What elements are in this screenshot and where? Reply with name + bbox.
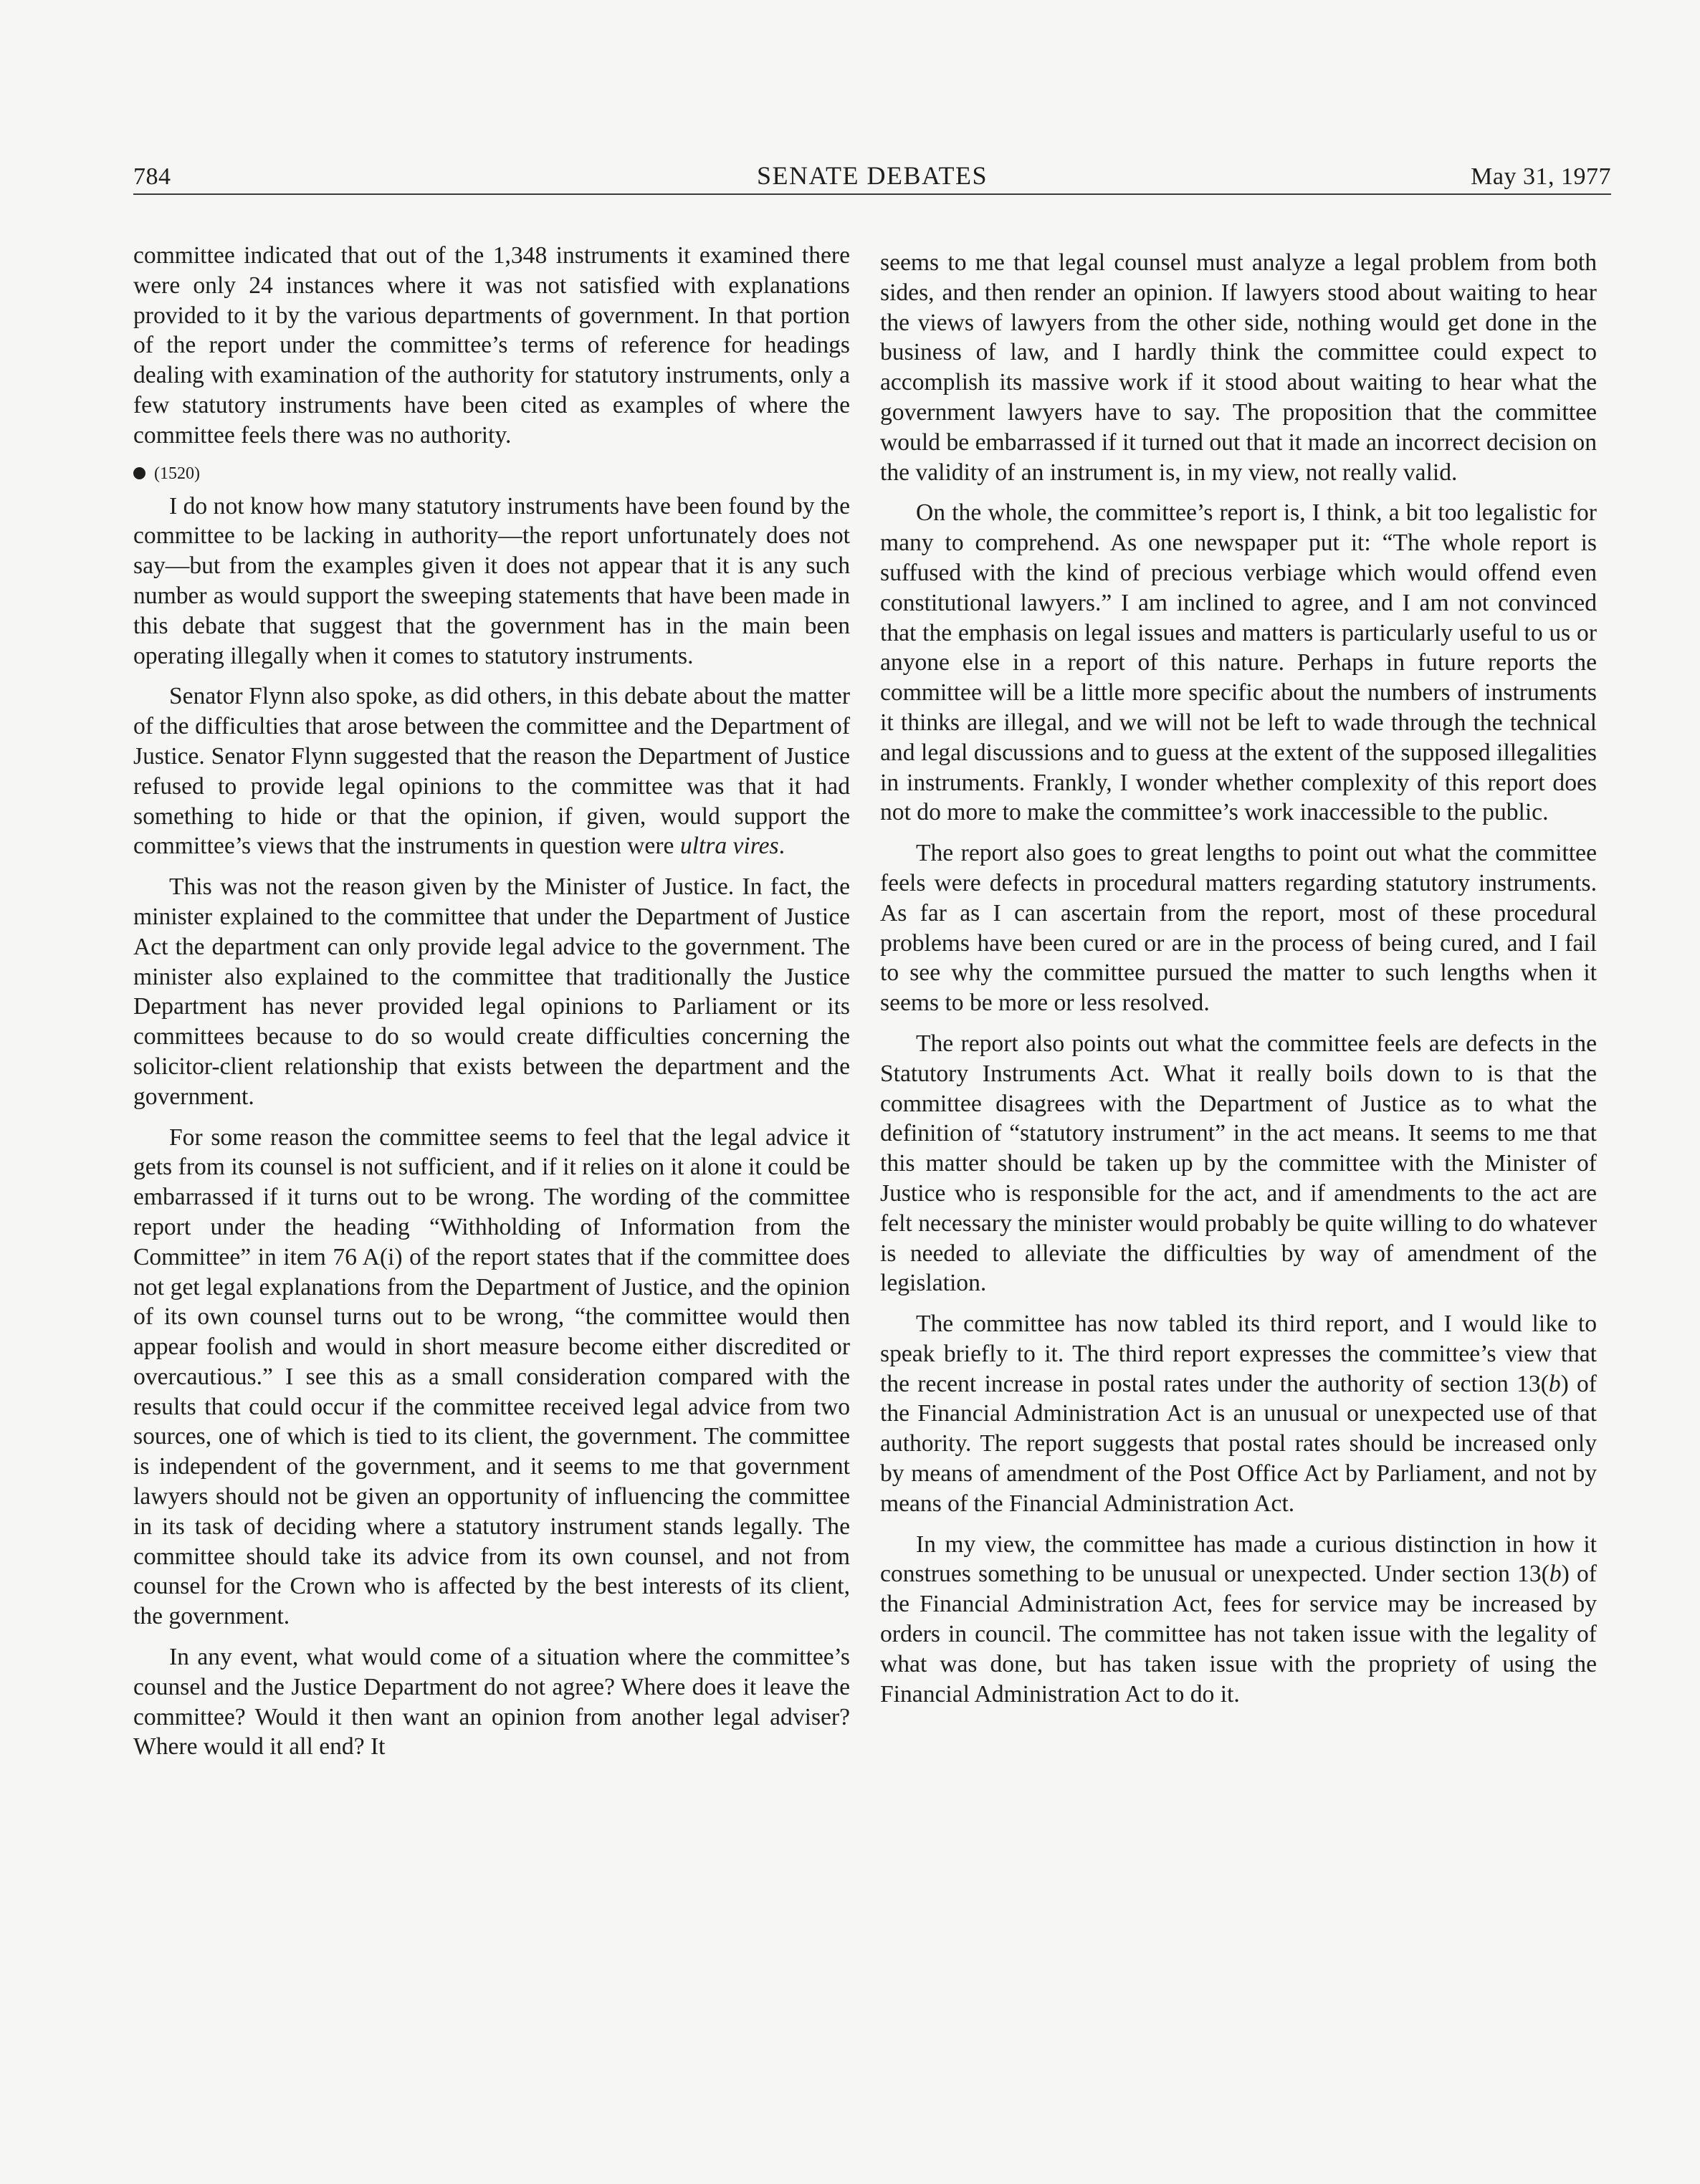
paragraph-continued: seems to me that legal counsel must analyze a legal problem from both sides, and then render an opinion. If lawyers stood about waiting to hear the views of lawyers from the other side, nothing would get done in the business of law, and I hardly think the committee could expect to accomplish its massive work if it stood about waiting to hear what the government lawyers have to say. The proposition that the committee would be embarrassed if it turned out that it made an incorrect decision on the validity of an instrument is, in my view, not really valid. bbox=[880, 249, 1597, 486]
italic-term: b bbox=[1548, 1370, 1561, 1397]
paragraph-text: ) of the Financial Administration Act is an unusual or unexpected use of that authority. The report suggests that postal rates should be increased only by means of amendment of the Post Office Act by Parliament, and not by means of the Financial Administration Act. bbox=[880, 1370, 1597, 1517]
paragraph bbox=[880, 1530, 1597, 1710]
paragraph: The report also points out what the committee feels are defects in the Statutory Instruments Act. What it really boils down to is that the committee disagrees with the Department of Justice as to what the definition of “statutory instrument” in the act means. It seems to me that this matter should be taken up by the committee with the Minister of Justice who is responsible for the act, and if amendments to the act are felt necessary the minister would probably be quite willing to do whatever is needed to alleviate the difficulties by way of amendment of the legislation. bbox=[880, 1030, 1597, 1297]
paragraph-text: In my view, the committee has made a curious distinction in how it construes something to be unusual or unexpected. Under section 13( bbox=[880, 1531, 1597, 1588]
paragraph: For some reason the committee seems to feel that the legal advice it gets from its counsel is not sufficient, and if it relies on it alone it could be embarrassed if it turns out to be wrong. The wording of the committee report under the heading “Withholding of Information from the Committee” in item 76 A(i) of the report states that if the committee does not get legal explanations from the Department of Justice, and the opinion of its own counsel turns out to be wrong, “the committee would then appear foolish and would in short measure become either discredited or overcautious.” I see this as a small consideration compared with the results that could occur if the committee received legal advice from two sources, one of which is tied to its client, the government. The committee is independent of the government, and it seems to me that government lawyers should not be given an opportunity of influencing the committee in its task of deciding where a statutory instrument stands legally. The committee should take its advice from its own counsel, and not from counsel for the Crown who is affected by the best interests of its client, the government. bbox=[133, 1124, 850, 1630]
paragraph: In any event, what would come of a situation where the committee’s counsel and the Justice Department do not agree? Where does it leave the committee? Would it then want an opinion from another legal adviser? Where would it all end? It bbox=[133, 1644, 850, 1761]
paragraph-text: Senator Flynn also spoke, as did others, in this debate about the matter of the difficulties that arose between the committee and the Department of Justice. Senator Flynn suggested that the reason the Department of Justice refused to provide legal opinions to the committee was that it had something to hide or that the opinion, if given, would support the committee’s views that the instruments in question were bbox=[133, 683, 850, 860]
paragraph-text: The committee has now tabled its third report, and I would like to speak briefly to it. The third report expresses the committee’s view that the recent increase in postal rates under the authority of section 13( bbox=[880, 1311, 1597, 1397]
paragraph bbox=[133, 681, 850, 861]
page-number: 784 bbox=[133, 163, 171, 190]
paragraph-text-end: . bbox=[778, 833, 785, 860]
paragraph bbox=[880, 1309, 1597, 1519]
page-header bbox=[133, 150, 1611, 195]
paragraph-text: ) of the Financial Administration Act, fees for service may be increased by orders in council. The committee has not taken issue with the legality of what was done, but has taken issue with the propriety of using the Financial Administration Act to do it. bbox=[880, 1561, 1597, 1708]
paragraph: The report also goes to great lengths to point out what the committee feels were defects in procedural matters regarding statutory instruments. As far as I can ascertain from the report, most of these procedural problems have been cured or are in the process of being cured, and I fail to see why the committee pursued the matter to such lengths when it seems to be more or less resolved. bbox=[880, 840, 1597, 1017]
left-column bbox=[133, 241, 850, 1762]
paragraph-continued: committee indicated that out of the 1,348 instruments it examined there were only 24 instances where it was not satisfied with explanations provided to it by the various departments of government. In that portion of the report under the committee’s terms of reference for headings dealing with examination of the authority for statutory instruments, only a few statutory instruments have been cited as examples of where the committee feels there was no authority. bbox=[133, 242, 850, 449]
italic-term: b bbox=[1549, 1561, 1562, 1588]
italic-term: ultra vires bbox=[679, 833, 779, 860]
paragraph: This was not the reason given by the Minister of Justice. In fact, the minister explained to the committee that under the Department of Justice Act the department can only provide legal advice to the government. The minister also explained to the committee that traditionally the Justice Department has never provided legal opinions to Parliament or its committees because to do so would create difficulties concerning the solicitor-client relationship that exists between the department and the government. bbox=[133, 873, 850, 1110]
publication-title: SENATE DEBATES bbox=[756, 161, 988, 190]
paragraph: On the whole, the committee’s report is, I think, a bit too legalistic for many to comprehend. As one newspaper put it: “The whole report is suffused with the kind of precious verbiage which would offend even constitutional lawyers.” I am inclined to agree, and I am not convinced that the emphasis on legal issues and matters is particularly useful to us or anyone else in a report of this nature. Perhaps in future reports the committee will be a little more specific about the numbers of instruments it thinks are illegal, and we will not be left to wade through the technical and legal discussions and to guess at the extent of the supposed illegalities in instruments. Frankly, I wonder whether complexity of this report does not do more to make the committee’s work inaccessible to the public. bbox=[880, 499, 1597, 826]
bullet-icon bbox=[133, 467, 145, 479]
time-marker-text: (1520) bbox=[154, 464, 200, 483]
paragraph: I do not know how many statutory instruments have been found by the committee to be lacking in authority—the report unfortunately does not say—but from the examples given it does not appear that it is any such number as would support the sweeping statements that have been made in this debate that suggest that the government has in the main been operating illegally when it comes to statutory instruments. bbox=[133, 492, 850, 669]
time-marker bbox=[133, 461, 850, 486]
right-column bbox=[880, 248, 1597, 1709]
header-date: May 31, 1977 bbox=[1471, 163, 1611, 190]
